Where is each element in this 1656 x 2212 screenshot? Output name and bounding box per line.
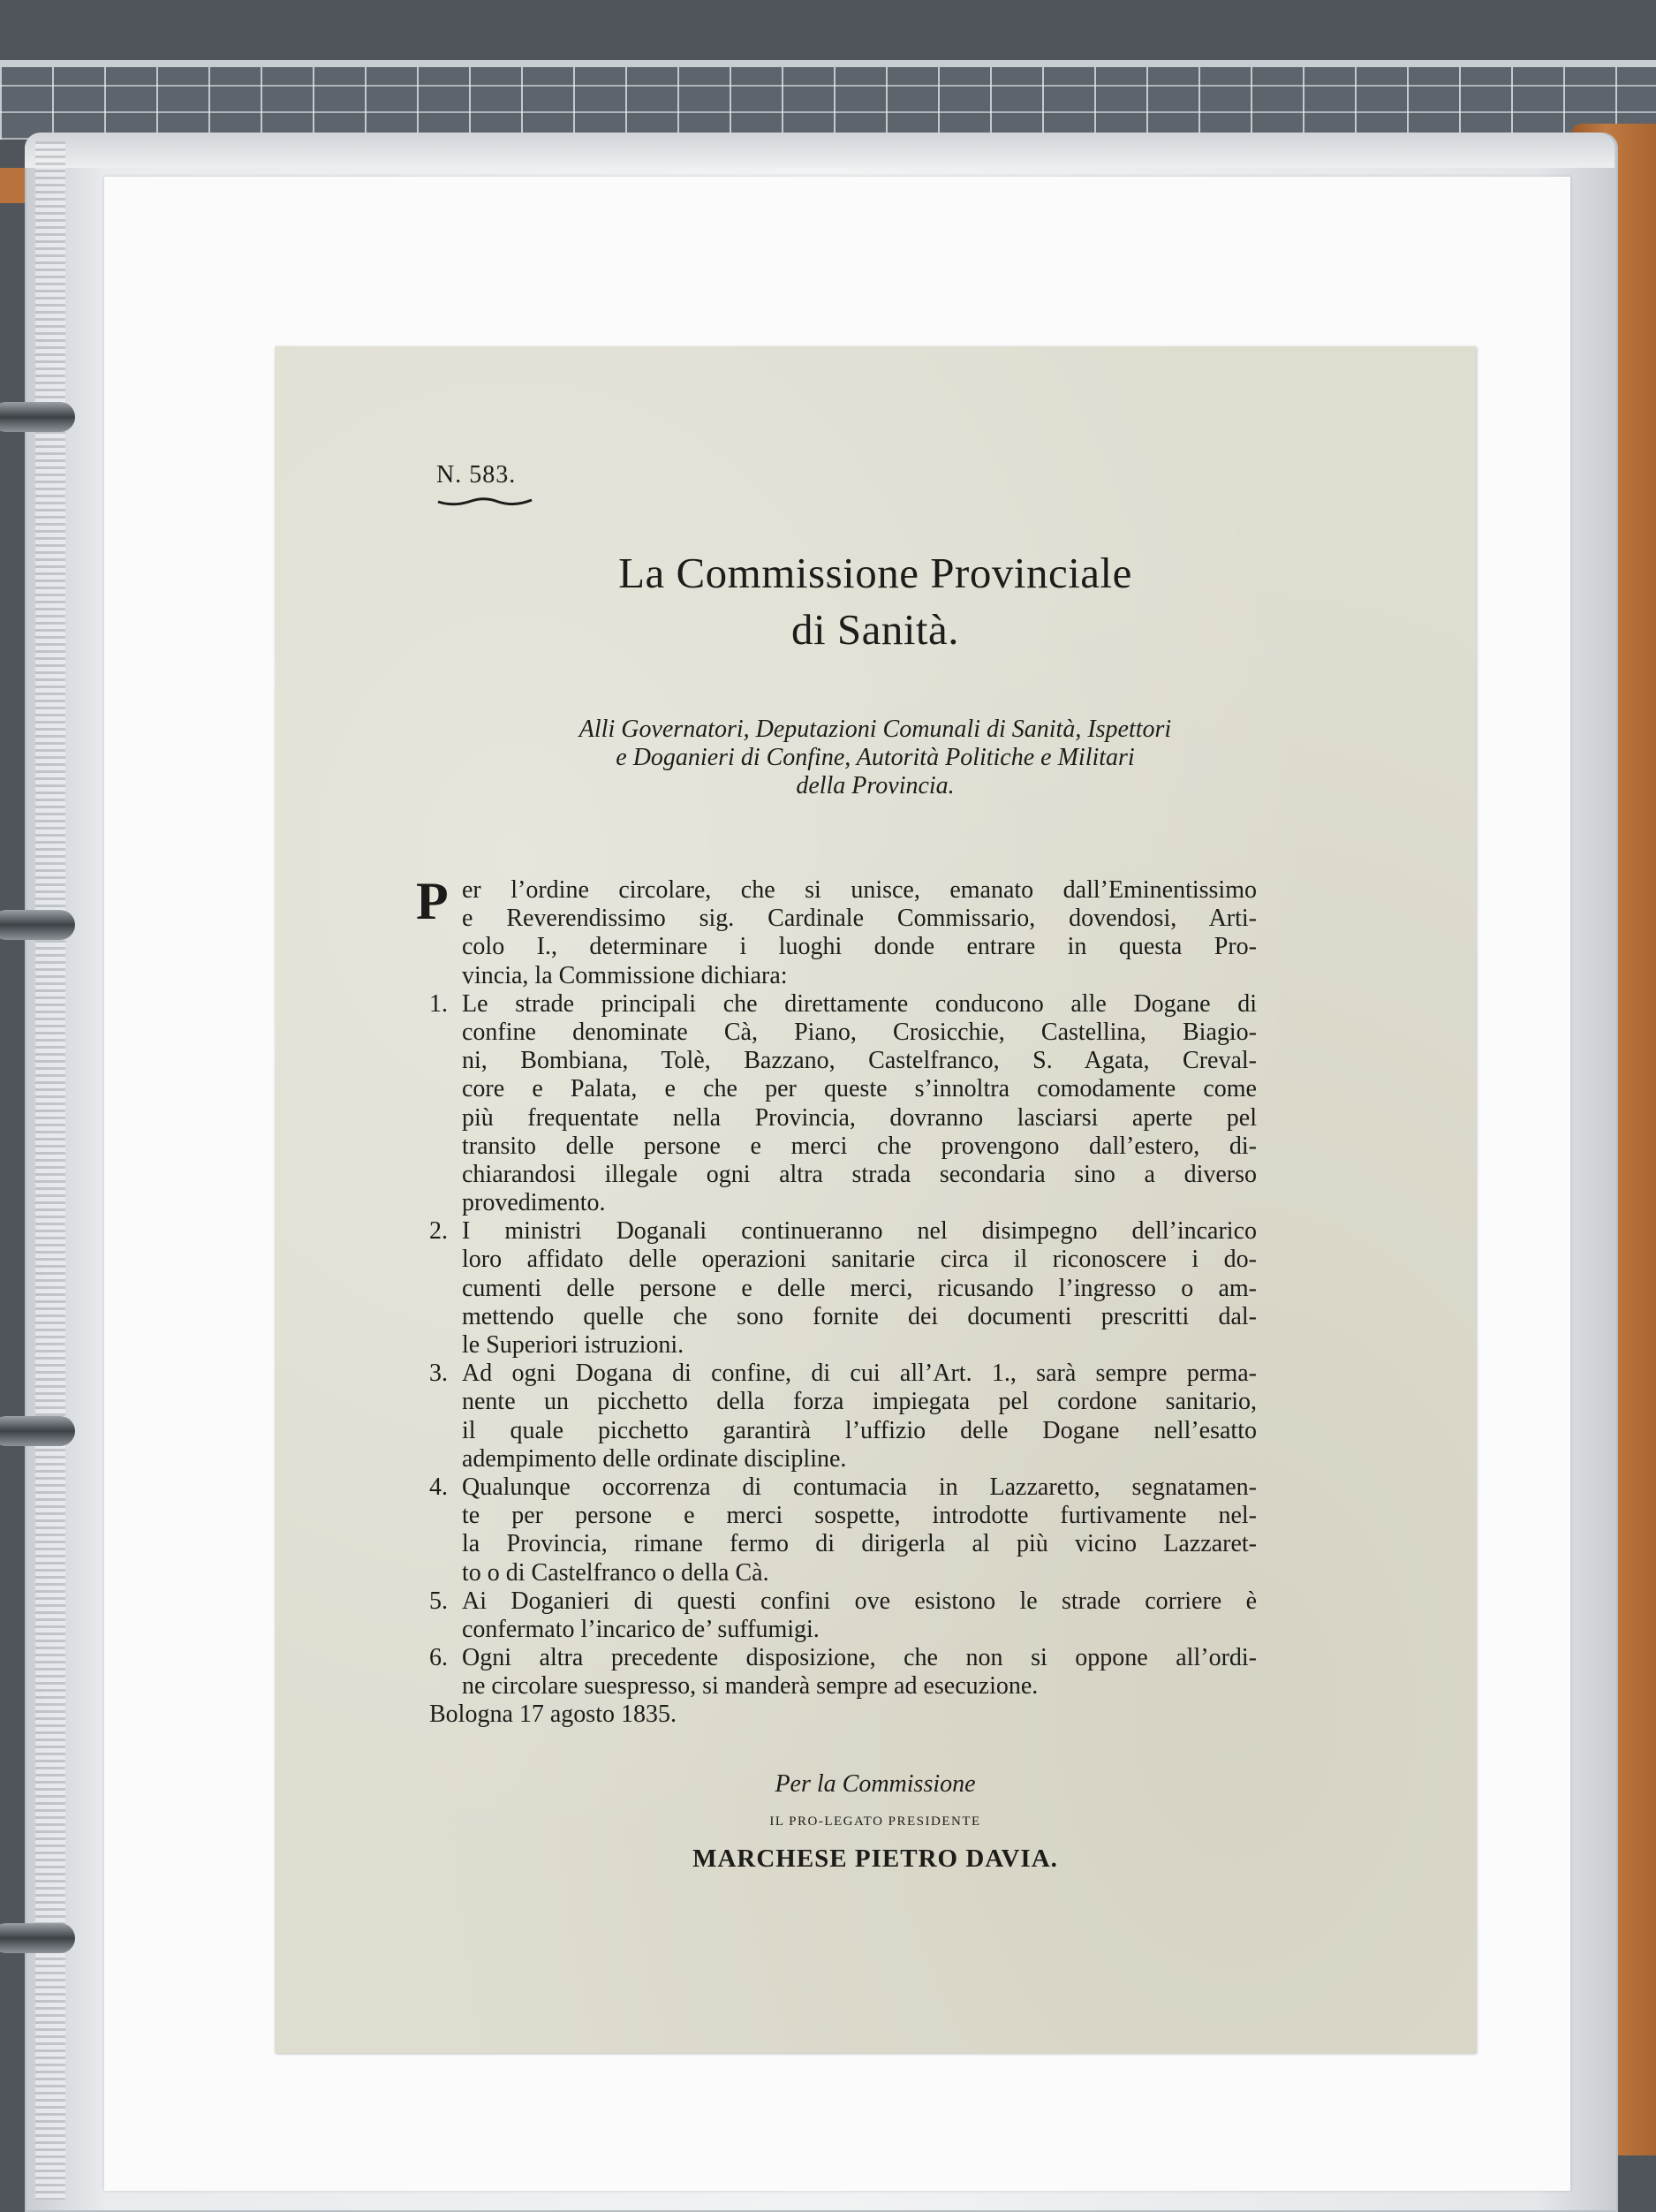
article-1-line: core e Palata, e che per queste s’innoltra comodamente come [462, 1075, 1257, 1103]
article-text: I ministri Doganali continueranno nel disimpegno dell’incarico [462, 1217, 1257, 1246]
article-2-line: loro affidato delle operazioni sanitarie circa il riconoscere i do- [462, 1246, 1257, 1274]
article-1-line: ni, Bombiana, Tolè, Bazzano, Castelfranco, S. Agata, Creval- [462, 1047, 1257, 1075]
signature-role: IL PRO-LEGATO PRESIDENTE [769, 1814, 981, 1829]
article-text: Ad ogni Dogana di confine, di cui all’Art. 1., sarà sempre perma- [462, 1360, 1257, 1388]
article-5-line: confermato l’incarico de’ suffumigi. [462, 1615, 820, 1643]
article-number: 6. [429, 1644, 448, 1672]
article-6-line [429, 1644, 1257, 1672]
article-number: 2. [429, 1217, 448, 1246]
intro-line: colo I., determinare i luoghi donde entrare in questa Pro- [462, 933, 1257, 961]
article-4-line: to o di Castelfranco o della Cà. [462, 1558, 769, 1587]
address-line: e Doganieri di Confine, Autorità Politiche e Militari [616, 744, 1135, 771]
sheet-protector-edge [25, 133, 1614, 168]
article-text: Ai Doganieri di questi confini ove esistono le strade corriere è [462, 1587, 1257, 1615]
title-line-1: La Commissione Provinciale [618, 549, 1132, 597]
article-1-line: confine denominate Cà, Piano, Crosicchie, Castellina, Biagio- [462, 1018, 1257, 1046]
article-3-line [429, 1360, 1257, 1388]
article-3-line: il quale picchetto garantirà l’uffizio delle Dogane nell’esatto [462, 1416, 1257, 1444]
article-4-line: la Provincia, rimane fermo di dirigerla al più vicino Lazzaret- [462, 1530, 1257, 1558]
article-5-line [429, 1587, 1257, 1616]
intro-line: e Reverendissimo sig. Cardinale Commissario, dovendosi, Arti- [462, 905, 1257, 933]
ruler-edge [0, 60, 1656, 67]
cutting-mat-ruler [0, 60, 1656, 140]
article-2-line: le Superiori istruzioni. [462, 1331, 684, 1359]
sheet-protector-perforation [35, 141, 65, 2200]
article-number: 3. [429, 1360, 448, 1388]
title-line-2: di Sanità. [790, 605, 960, 654]
article-1-line [429, 990, 1257, 1019]
article-text: Le strade principali che direttamente conducono alle Dogane di [462, 989, 1257, 1018]
address-line: Alli Governatori, Deputazioni Comunali di Sanità, Ispettori [578, 716, 1172, 743]
article-1-line: chiarandosi illegale ogni altra strada secondaria sino a diverso [462, 1160, 1257, 1188]
article-2-line: cumenti delle persone e delle merci, ricusando l’ingresso o am- [462, 1274, 1257, 1302]
article-1-line: provedimento. [462, 1189, 606, 1217]
intro-line: vincia, la Commissione dichiara: [462, 961, 788, 989]
article-text: Qualunque occorrenza di contumacia in Lazzaretto, segnatamen- [462, 1473, 1257, 1501]
date-place: Bologna 17 agosto 1835. [429, 1701, 677, 1729]
ornament-swash-icon [436, 495, 533, 507]
article-2-line: mettendo quelle che sono fornite dei documenti prescritti dal- [462, 1302, 1257, 1330]
address-line: della Provincia. [796, 772, 955, 799]
article-number: 5. [429, 1587, 448, 1615]
document-number: N. 583. [436, 461, 517, 489]
signature-name: MARCHESE PIETRO DAVIA. [692, 1845, 1058, 1873]
article-1-line: più frequentate nella Provincia, dovranno lasciarsi aperte pel [462, 1103, 1257, 1132]
signature-for: Per la Commissione [775, 1770, 976, 1798]
binder-ring-icon [0, 1923, 75, 1953]
historical-document [275, 346, 1476, 2053]
article-number: 1. [429, 989, 448, 1018]
article-text: Ogni altra precedente disposizione, che non si oppone all’ordi- [462, 1644, 1257, 1672]
article-4-line [429, 1473, 1257, 1502]
intro-line: er l’ordine circolare, che si unisce, emanato dall’Eminentissimo [462, 876, 1257, 904]
article-3-line: nente un picchetto della forza impiegata pel cordone sanitario, [462, 1388, 1257, 1416]
article-3-line: adempimento delle ordinate discipline. [462, 1444, 847, 1473]
drop-cap: P [416, 872, 449, 930]
document-body [416, 872, 1533, 1730]
article-6-line: ne circolare suespresso, si manderà sempre ad esecuzione. [462, 1672, 1039, 1701]
article-2-line [429, 1217, 1257, 1246]
binder-ring-icon [0, 910, 75, 940]
binder-ring-icon [0, 1416, 75, 1446]
binder-ring-icon [0, 402, 75, 432]
article-number: 4. [429, 1473, 448, 1501]
article-1-line: transito delle persone e merci che provengono dall’estero, di- [462, 1132, 1257, 1160]
article-4-line: te per persone e merci sospette, introdotte furtivamente nel- [462, 1502, 1257, 1530]
